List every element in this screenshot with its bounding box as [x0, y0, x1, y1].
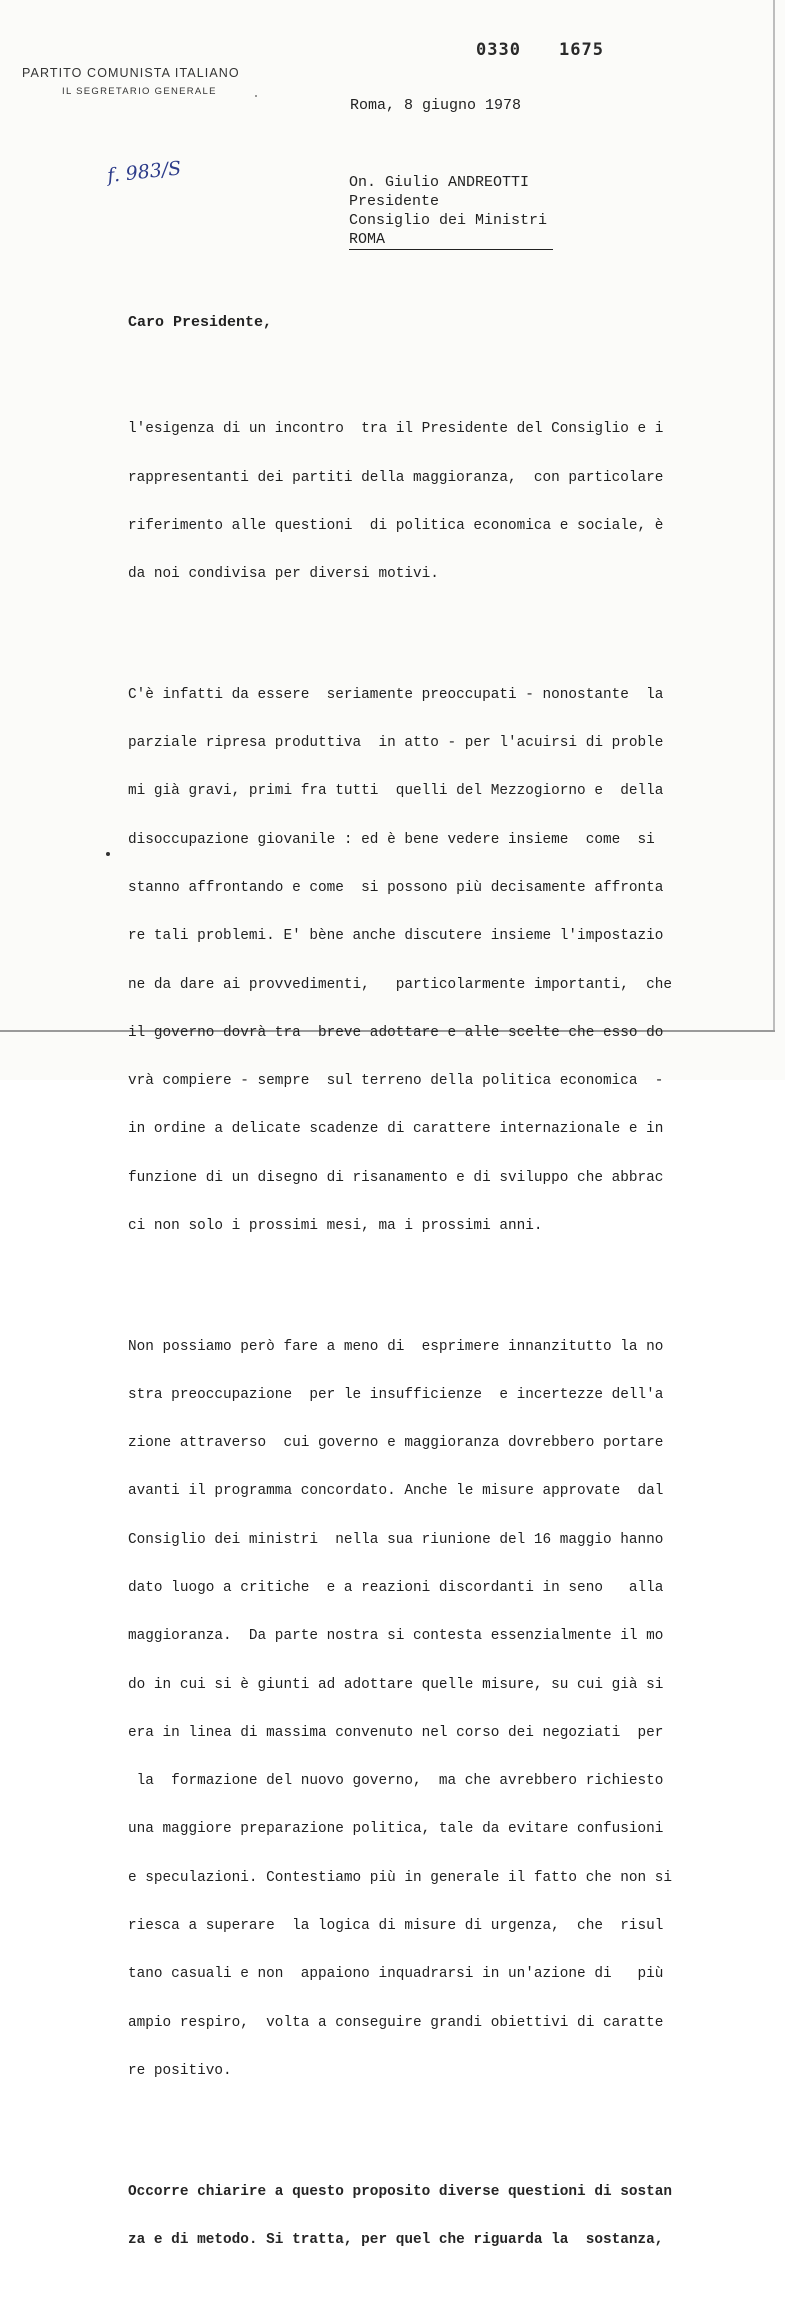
protocol-stamp-number: 0330 [476, 40, 521, 60]
text-line: in ordine a delicate scadenze di carattere internazionale e in [128, 1121, 664, 1138]
paragraph [128, 2151, 672, 2280]
text-line: ne da dare ai provvedimenti, particolarmente importanti, che [128, 976, 673, 993]
ink-speck [255, 95, 257, 97]
letterhead-organization: PARTITO COMUNISTA ITALIANO [22, 66, 240, 80]
margin-mark [106, 852, 110, 856]
text-line: vrà compiere - sempre sul terreno della politica economica - [128, 1073, 664, 1090]
page-edge-right [773, 0, 775, 1032]
text-line: riferimento alle questioni di politica economica e sociale, è [128, 517, 664, 534]
text-line: Occorre chiarire a questo proposito diverse questioni di sostan [128, 2183, 673, 2200]
text-line: re tali problemi. E' bène anche discutere insieme l'impostazio [128, 928, 664, 945]
text-line: il governo dovrà tra breve adottare e alle scelte che esso do [128, 1024, 664, 1041]
text-line: mi già gravi, primi fra tutti quelli del Mezzogiorno e della [128, 783, 664, 800]
text-line: una maggiore preparazione politica, tale da evitare confusioni [128, 1821, 664, 1838]
text-line: parziale ripresa produttiva in atto - per l'acuirsi di proble [128, 735, 664, 752]
recipient-city: ROMA [349, 230, 553, 250]
text-line: ampio respiro, volta a conseguire grandi obiettivi di caratte [128, 2014, 664, 2031]
text-line: l'esigenza di un incontro tra il Presidente del Consiglio e i [128, 421, 664, 438]
recipient-title: Presidente [349, 193, 440, 210]
text-line: avanti il programma concordato. Anche le misure approvate dal [128, 1483, 664, 1500]
letterhead-office: IL SEGRETARIO GENERALE [62, 86, 217, 97]
text-line: riesca a superare la logica di misure di urgenza, che risul [128, 1918, 664, 1934]
handwritten-reference-text: f. 983/S [106, 157, 183, 187]
protocol-stamp-number-2: 1675 [559, 40, 604, 60]
letter-body [128, 357, 672, 2312]
text-line: Non possiamo però fare a meno di esprimere innanzitutto la no [128, 1338, 664, 1355]
salutation: Caro Presidente, [128, 314, 273, 331]
text-line: era in linea di massima convenuto nel corso dei negoziati per [128, 1724, 664, 1741]
date-line: Roma, 8 giugno 1978 [350, 97, 522, 114]
text-line: zione attraverso cui governo e maggioranza dovrebbero portare [128, 1435, 664, 1452]
text-line: ci non solo i prossimi mesi, ma i prossimi anni. [128, 1217, 543, 1234]
text-line: da noi condivisa per diversi motivi. [128, 566, 439, 583]
text-line: za e di metodo. Si tratta, per quel che riguarda la sostanza, [128, 2231, 664, 2248]
text-line: C'è infatti da essere seriamente preoccupati - nonostante la [128, 686, 664, 703]
text-line: stra preoccupazione per le insufficienze e incertezze dell'a [128, 1386, 664, 1403]
recipient-name: On. Giulio ANDREOTTI [349, 174, 530, 191]
paragraph [128, 389, 672, 614]
text-line: maggioranza. Da parte nostra si contesta essenzialmente il mo [128, 1628, 664, 1645]
recipient-institution: Consiglio dei Ministri [349, 212, 548, 229]
text-line: tano casuali e non appaiono inquadrarsi in un'azione di più [128, 1966, 664, 1983]
handwritten-reference-note [104, 148, 204, 200]
text-line: rappresentanti dei partiti della maggioranza, con particolare [128, 469, 664, 486]
recipient-address [349, 173, 553, 250]
text-line: disoccupazione giovanile : ed è bene vedere insieme come si [128, 831, 655, 848]
paragraph [128, 655, 672, 1267]
text-line: do in cui si è giunti ad adottare quelle misure, su cui già si [128, 1676, 664, 1693]
text-line: funzione di un disegno di risanamento e di sviluppo che abbrac [128, 1169, 664, 1186]
text-line: Consiglio dei ministri nella sua riunione del 16 maggio hanno [128, 1531, 664, 1548]
text-line: dato luogo a critiche e a reazioni discordanti in seno alla [128, 1580, 664, 1597]
paragraph [128, 1306, 672, 2111]
text-line: e speculazioni. Contestiamo più in generale il fatto che non si [128, 1869, 673, 1886]
text-line: stanno affrontando e come si possono più decisamente affronta [128, 880, 664, 896]
text-line: re positivo. [128, 2062, 232, 2079]
text-line: la formazione del nuovo governo, ma che avrebbero richiesto [128, 1773, 664, 1790]
